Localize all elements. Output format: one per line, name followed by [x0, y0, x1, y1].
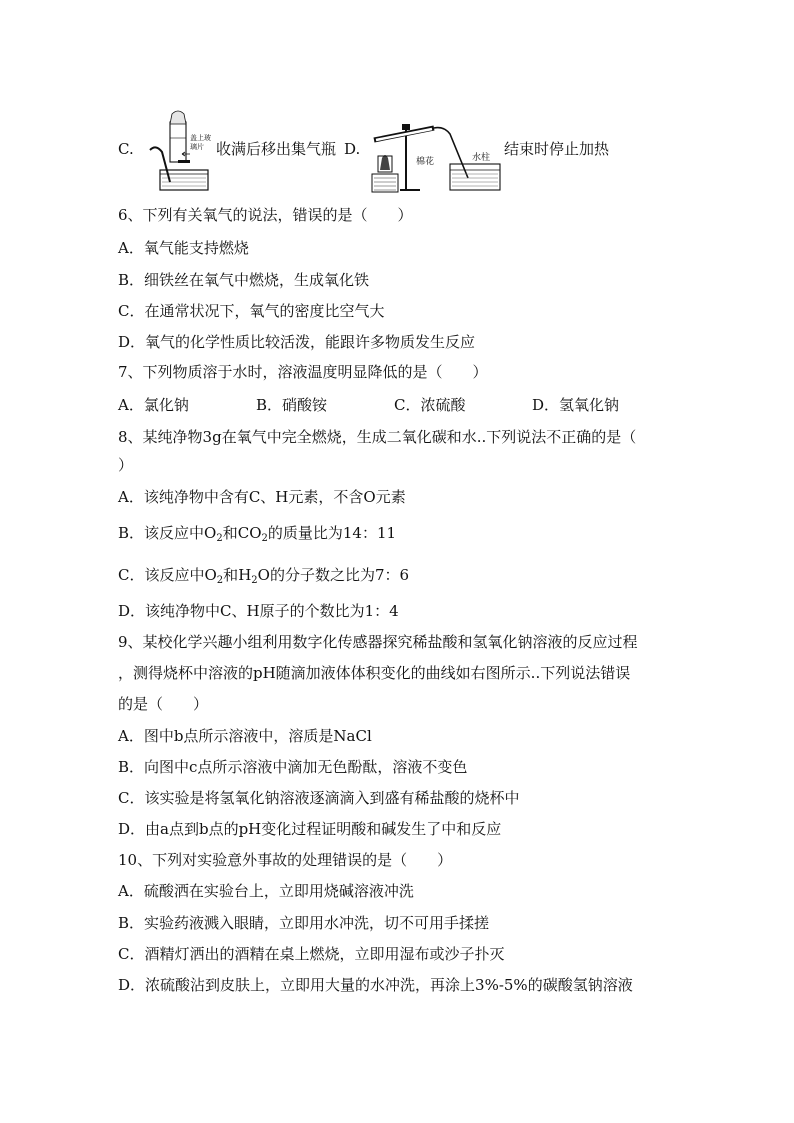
q6-option-b: B．细铁丝在氧气中燃烧，生成氧化铁 — [118, 271, 370, 289]
q10-stem: 10、下列对实验意外事故的处理错误的是（ ） — [118, 851, 453, 869]
q8-c-formula-o2: O — [257, 566, 270, 584]
q8-b-and: 和 — [222, 524, 238, 542]
q9-option-d: D．由a点到b点的pH变化过程证明酸和碱发生了中和反应 — [118, 820, 502, 838]
q5-d-figure-water: 水柱 — [472, 153, 491, 163]
q8-option-a: A．该纯净物中含有C、H元素，不含O元素 — [118, 488, 406, 506]
q8-c-formula-h: H — [238, 566, 252, 584]
q8-c-and: 和 — [223, 566, 239, 584]
q6-option-c: C．在通常状况下，氧气的密度比空气大 — [118, 302, 385, 320]
q8-c-formula-o-sub: 2 — [216, 575, 224, 586]
q9-stem-line3: 的是（ ） — [118, 695, 209, 713]
q5-option-d-text: 结束时停止加热 — [504, 140, 610, 158]
q8-b-formula-co: CO — [237, 524, 262, 542]
q8-b-formula-o: O — [204, 524, 217, 542]
q8-c-suffix: 的分子数之比为7：6 — [269, 566, 410, 584]
q7-option-a: A．氯化钠 — [118, 396, 189, 414]
q9-option-a: A．图中b点所示溶液中，溶质是NaCl — [118, 727, 372, 745]
q9-option-b: B．向图中c点所示溶液中滴加无色酚酞，溶液不变色 — [118, 758, 468, 776]
q8-stem-line2: ） — [118, 456, 134, 474]
q8-b-formula-o-sub: 2 — [216, 533, 223, 544]
q5-option-c-figure — [146, 108, 216, 194]
q9-option-c: C．该实验是将氢氧化钠溶液逐滴滴入到盛有稀盐酸的烧杯中 — [118, 789, 520, 807]
q6-stem: 6、下列有关氧气的说法，错误的是（ ） — [118, 206, 413, 224]
q9-stem-line2: ，测得烧杯中溶液的pH随滴加液体体积变化的曲线如右图所示..下列说法错误 — [118, 664, 631, 682]
q8-option-d: D．该纯净物中C、H原子的个数比为1：4 — [118, 602, 399, 620]
q6-option-a: A．氧气能支持燃烧 — [118, 239, 249, 257]
q7-option-c: C．浓硫酸 — [394, 396, 466, 414]
q8-c-formula-o: O — [204, 566, 217, 584]
q5-option-d-label: D. — [344, 140, 361, 158]
q5-d-figure-cotton: 棉花 — [416, 157, 435, 167]
q10-option-a: A．硫酸洒在实验台上，立即用烧碱溶液冲洗 — [118, 882, 414, 900]
q10-option-b: B．实验药液溅入眼睛，立即用水冲洗，切不可用手揉搓 — [118, 914, 490, 932]
q9-stem-line1: 9、某校化学兴趣小组利用数字化传感器探究稀盐酸和氢氧化钠溶液的反应过程 — [118, 633, 638, 651]
q7-options-row — [118, 395, 619, 415]
q10-option-c: C．酒精灯洒出的酒精在桌上燃烧，立即用湿布或沙子扑灭 — [118, 945, 505, 963]
q8-stem-line1: 8、某纯净物3g在氧气中完全燃烧，生成二氧化碳和水..下列说法不正确的是（ — [118, 428, 637, 446]
q8-option-c — [118, 565, 409, 585]
q7-option-d: D．氢氧化钠 — [532, 396, 620, 414]
q8-option-b — [118, 523, 396, 543]
q5-option-c-text: 收满后移出集气瓶 — [216, 140, 337, 158]
q8-b-suffix: 的质量比为14：11 — [267, 524, 397, 542]
q5-c-figure-caption: 盖上玻璃片 — [190, 134, 211, 151]
q8-c-prefix: C．该反应中 — [118, 566, 205, 584]
q7-stem: 7、下列物质溶于水时，溶液温度明显降低的是（ ） — [118, 363, 488, 381]
q10-option-d: D．浓硫酸沾到皮肤上，立即用大量的水冲洗，再涂上3%-5%的碳酸氢钠溶液 — [118, 976, 633, 994]
q5-option-c-label: C. — [118, 140, 134, 158]
q7-option-b: B．硝酸铵 — [256, 396, 328, 414]
q8-b-prefix: B．该反应中 — [118, 524, 205, 542]
q5-option-d-figure — [364, 112, 504, 194]
q6-option-d: D．氧气的化学性质比较活泼，能跟许多物质发生反应 — [118, 333, 476, 351]
q8-c-formula-h-sub: 2 — [251, 575, 258, 586]
q8-b-formula-co-sub: 2 — [261, 533, 268, 544]
